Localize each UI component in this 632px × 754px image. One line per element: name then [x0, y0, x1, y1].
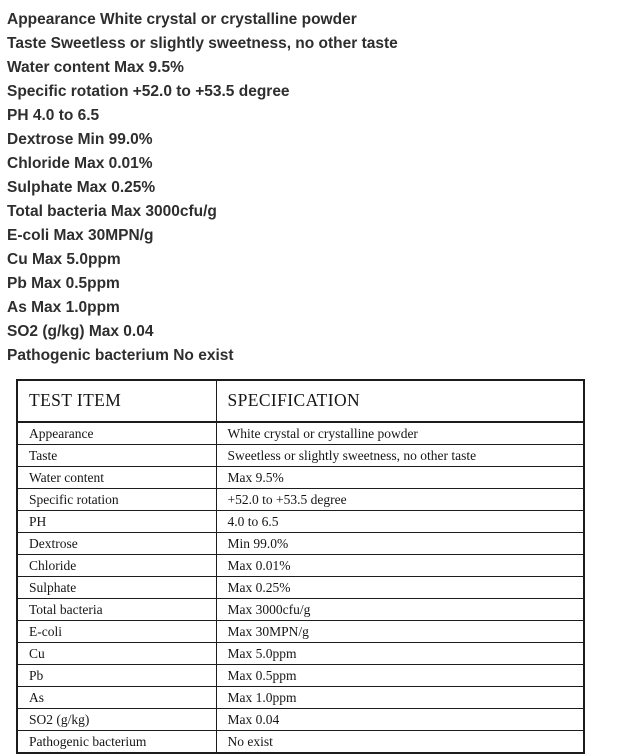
spec-line: Chloride Max 0.01%: [7, 155, 153, 172]
table-cell-item: Appearance: [17, 422, 216, 445]
table-cell-spec: Max 1.0ppm: [216, 687, 584, 709]
spec-line: Taste Sweetless or slightly sweetness, no other taste: [7, 35, 398, 52]
table-row: [17, 643, 584, 665]
table-cell-item: Sulphate: [17, 577, 216, 599]
table-cell-item: SO2 (g/kg): [17, 709, 216, 731]
table-cell-spec: Max 5.0ppm: [216, 643, 584, 665]
table-row: [17, 709, 584, 731]
table-row: [17, 665, 584, 687]
table-cell-spec: Max 0.5ppm: [216, 665, 584, 687]
table-cell-item: Cu: [17, 643, 216, 665]
table-cell-item: Total bacteria: [17, 599, 216, 621]
table-cell-spec: +52.0 to +53.5 degree: [216, 489, 584, 511]
spec-line: Specific rotation +52.0 to +53.5 degree: [7, 83, 290, 100]
table-cell-item: PH: [17, 511, 216, 533]
spec-list: [0, 0, 632, 368]
table-cell-spec: Max 3000cfu/g: [216, 599, 584, 621]
table-row: [17, 731, 584, 754]
table-row: [17, 467, 584, 489]
table-cell-spec: Max 0.01%: [216, 555, 584, 577]
table-cell-item: Pb: [17, 665, 216, 687]
table-row: [17, 533, 584, 555]
table-cell-spec: 4.0 to 6.5: [216, 511, 584, 533]
spec-line: Pb Max 0.5ppm: [7, 275, 120, 292]
table-header-cell-specification: SPECIFICATION: [216, 380, 584, 422]
table-row: [17, 489, 584, 511]
spec-line: Water content Max 9.5%: [7, 59, 184, 76]
table-cell-item: Pathogenic bacterium: [17, 731, 216, 754]
table-cell-spec: Min 99.0%: [216, 533, 584, 555]
table-row: [17, 577, 584, 599]
spec-line: E-coli Max 30MPN/g: [7, 227, 154, 244]
table-cell-item: Water content: [17, 467, 216, 489]
table-row: [17, 687, 584, 709]
spec-line: Pathogenic bacterium No exist: [7, 347, 234, 364]
spec-line: Appearance White crystal or crystalline powder: [7, 11, 357, 28]
table-row: [17, 621, 584, 643]
spec-line: Total bacteria Max 3000cfu/g: [7, 203, 217, 220]
table-header-cell-test-item: TEST ITEM: [17, 380, 216, 422]
table-row: [17, 445, 584, 467]
spec-table-body: [17, 422, 584, 753]
table-cell-item: As: [17, 687, 216, 709]
table-cell-item: Taste: [17, 445, 216, 467]
table-row: [17, 422, 584, 445]
table-cell-spec: Max 0.04: [216, 709, 584, 731]
spec-table: [16, 379, 585, 754]
table-cell-spec: No exist: [216, 731, 584, 754]
table-cell-spec: Max 9.5%: [216, 467, 584, 489]
table-cell-item: Chloride: [17, 555, 216, 577]
table-cell-spec: White crystal or crystalline powder: [216, 422, 584, 445]
table-cell-item: E-coli: [17, 621, 216, 643]
table-row: [17, 599, 584, 621]
spec-line: Dextrose Min 99.0%: [7, 131, 153, 148]
spec-line: PH 4.0 to 6.5: [7, 107, 100, 124]
spec-line: Cu Max 5.0ppm: [7, 251, 121, 268]
table-cell-item: Dextrose: [17, 533, 216, 555]
table-row: [17, 511, 584, 533]
table-cell-item: Specific rotation: [17, 489, 216, 511]
table-cell-spec: Max 30MPN/g: [216, 621, 584, 643]
table-cell-spec: Sweetless or slightly sweetness, no other taste: [216, 445, 584, 467]
table-row: [17, 555, 584, 577]
table-header-row: [17, 380, 584, 422]
spec-line: SO2 (g/kg) Max 0.04: [7, 323, 154, 340]
table-cell-spec: Max 0.25%: [216, 577, 584, 599]
spec-line: As Max 1.0ppm: [7, 299, 120, 316]
spec-line: Sulphate Max 0.25%: [7, 179, 156, 196]
